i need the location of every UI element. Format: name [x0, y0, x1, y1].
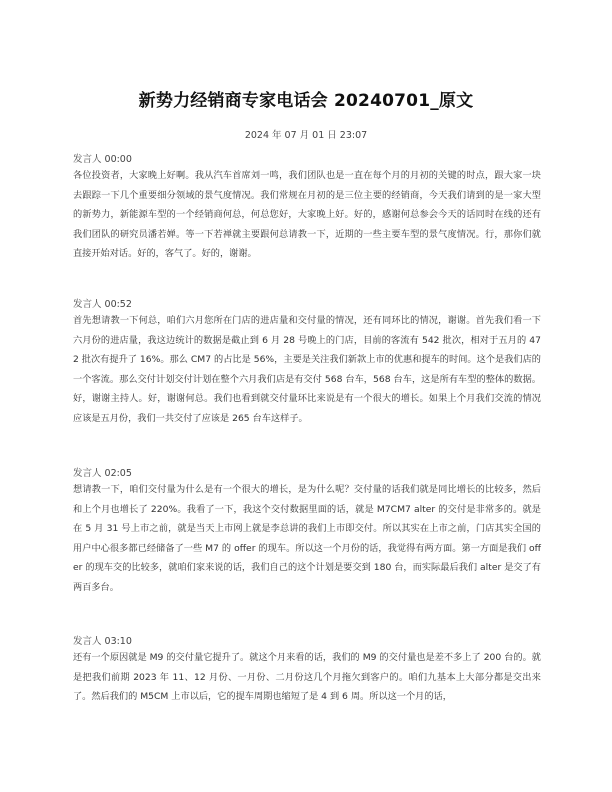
document-title: 新势力经销商专家电话会 20240701_原文 — [138, 91, 474, 111]
transcript-paragraph: 首先想请教一下何总，咱们六月您所在门店的进店量和交付量的情况，还有同环比的情况，谢谢。首先我们看一下六月份的进店量，我这边统计的数据是截止到 6 月 28 号晚上的门店，目前的客流有 542 批次，相对于五月的 472 批次有提升了 16%。那么 CM7 的占比是 56%，主要是关注我们新款上市的优惠和提车的时间。这个是我们店的一个客流。那么交付计划交付计划在整个六月我们店是有交付 568 台车，568 台车，这是所有车型的整体的数据。好，谢谢主持人。好，谢谢何总。我们也看到就交付量环比来说是有一个很大的增长。如果上个月我们交流的情况应该是五月份，我们一共交付了应该是 265 台车这样子。 — [73, 315, 541, 424]
transcript-paragraph: 还有一个原因就是 M9 的交付量它提升了。就这个月来看的话，我们的 M9 的交付量也是差不多上了 200 台的。就是把我们前期 2023 年 11、12 月份、一月份、二月份这几个月拖欠到客户的。咱们九基本上大部分都是交出来了。然后我们的 M5CM 上市以后，它的提车周期也缩短了是 4 到 6 周。所以这一个月的话， — [73, 652, 541, 703]
speaker-timestamp: 发言人 03:10 — [73, 636, 132, 647]
transcript-paragraph: 各位投资者，大家晚上好啊。我从汽车首席刘一鸣，我们团队也是一直在每个月的月初的关键的时点，跟大家一块去跟踪一下几个重要细分领域的景气度情况。我们常规在月初的是三位主要的经销商，今天我们请到的是一家大型的新势力，新能源车型的一个经销商何总，何总您好，大家晚上好。好的，感谢何总参会今天的话同时在线的还有我们团队的研究员潘若婵。等一下若禅就主要跟何总请教一下，近期的一些主要车型的景气度情况。行，那你们就直接开始对话。好的，客气了。好的，谢谢。 — [73, 170, 541, 260]
document-date: 2024 年 07 月 01 日 23:07 — [244, 130, 368, 141]
transcript-paragraph: 想请教一下，咱们交付量为什么是有一个很大的增长，是为什么呢？交付量的话我们就是同比增长的比较多，然后和上个月也增长了 220%。我看了一下，我这个交付数据里面的话，就是 M7CM7 alter 的交付是非常多的。就是在 5 月 31 号上市之前，就是当天上市网上就是李总讲的我们上市即交付。所以其实在上市之前，门店其实全国的用户中心很多都已经储备了一些 M7 的 offer 的现车。所以这一个月份的话，我觉得有两方面。第一方面是我们 offer 的现车交的比较多，就咱们家来说的话，我们自己的这个计划是要交到 180 台，而实际最后我们 alter 是交了有两百多台。 — [73, 484, 541, 593]
speaker-timestamp: 发言人 02:05 — [73, 468, 132, 479]
speaker-timestamp: 发言人 00:52 — [73, 299, 132, 310]
speaker-timestamp: 发言人 00:00 — [73, 154, 132, 165]
